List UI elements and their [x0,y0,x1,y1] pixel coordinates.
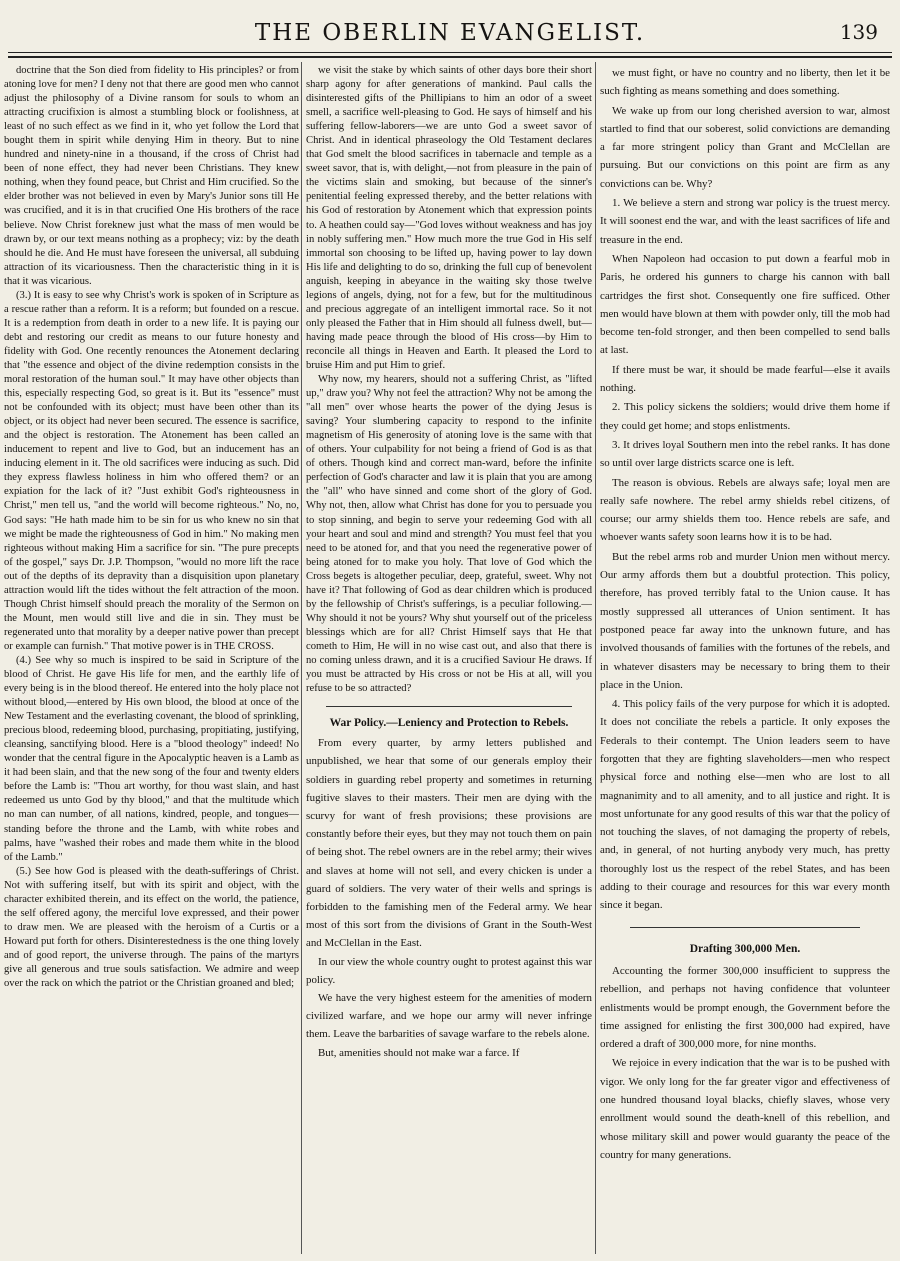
paragraph: 1. We believe a stern and strong war policy is the truest mercy. It will soonest end the war, and with the least sacrifices of life and treasure in the end. [600,197,890,246]
masthead: THE OBERLIN EVANGELIST. [254,20,646,46]
paragraph: But, amenities should not make war a farce. If [318,1046,520,1059]
paragraph: we visit the stake by which saints of other days bore their short sharp agony for after generations of mankind. Paul calls the disinterested gifts of the Phillipians to him an odor of a sweet smell, a sacrifice well-pleasing to God. He says of himself and his suffering fellow-laborers—we are unto God a sweet savor of Christ. And in identical phraseology the Old Testament declares that God smelt the blood sacrifices in tabernacle and temple as a sweet savor, that is, with delight,—not from pleasure in the pain of the victims slain and smoking, but because of the sinner's penitential feeling expressed thereby, and the better relations with his God of restoration by Atonement which that expression points to. A heathen could say—"God loves without weakness and has joy in nobly suffering men." How much more the true God in His self immortal son choosing to be lifted up, having power to lay down His life and delighting to do so, drinking the full cup of benevolent anguish, keeping in abeyance in the waiting sky those twelve legions of angels, dying, not for a few, but for the multitudinous and precious aggregate of an intelligent immortal race. So it not only pleased the Father that in Him should all fulness dwell, but—having made peace through the blood of His cross—by Him to reconcile all things in Heaven and Earth. It pleased the Lord to bruise Him and put Him to grief. [306,65,592,371]
page-number: 139 [839,20,878,44]
article-separator [326,706,572,707]
article-body [306,734,592,1062]
paragraph: 2. This policy sickens the soldiers; would drive them home if they could get home; and stops enlistments. [600,401,890,432]
paragraph: (4.) See why so much is inspired to be said in Scripture of the blood of Christ. He gave His life for men, and the earthly life of every being is in the blood thereof. He entered into the holy place not without blood,—entered by His own blood, the blood at once of the New Testament and the everlasting covenant, the blood of sprinkling, precious blood, redeeming blood, purchasing, propitiating, justifying, cleansing, sanctifying blood. Here is a "blood theology" indeed! No wonder that the central figure in the Apocalyptic heaven is a Lamb as it had been slain, and that the new song of the four and twenty elders before the Lamb is: "Thou art worthy, for thou wast slain, and hast redeemed us unto God by thy blood," and that the multitude which no man can number, of all nations, kindred, people, and tongues—standing before the throne and the Lamb, with white robes and palms, have "washed their robes and made them white in the blood of the Lamb." [4,654,299,863]
header-rule-thick [8,56,892,58]
paragraph: When Napoleon had occasion to put down a fearful mob in Paris, he ordered his gunners to charge his cannon with ball cartridges the first shot. Consequently one fire sufficed. Other men would have blown at them with powder only, till the mob had become ten-fold stronger, and then been compelled to send balls at last. [600,252,890,357]
page-header [0,0,900,60]
paragraph: Why now, my hearers, should not a suffering Christ, as "lifted up," draw you? Why not feel the attraction? Why not be among the "all men" over whose hearts the power of the dying Jesus is saving? Your slumbering capacity to respond to the infinite magnetism of His generosity of atoning love is the same with that of others. Your culpability for not being a friend of God is as that of others. Though kind and correct man-ward, before the infinite perfection of God's character and law it is plain that you are among the "all" who have sinned and come short of the glory of God. Why not, then, allow what Christ has done for you to persuade you to stop sinning, and begin to serve your redeeming God with all your heart and soul and mind and strength? You must feel that you need to be atoned for, and that you need the regenerative power of being atoned for to make you holy. That love of God which the Cross begets is altogether peculiar, deep, grateful, sweet. Why not have it? That following of God as dear children which is produced by the fellowship of Christ's sufferings, is a peculiar following.—Why should it not be yours? Why shut yourself out of the priceless blessings which are for all? Christ Himself says that He that cometh to Him, He will in no wise cast out, and also that there is no coming unless drawn, and it is a crucified Saviour He draws. If you must be attracted by His cross or not be His at all, will you refuse to be so attracted? [306,374,592,695]
paragraph: doctrine that the Son died from fidelity to His principles? or from atoning love for men? I deny not that there are good men who cannot adjust the philosophy of a Divine ransom for souls to whom an attracting crucifixion is almost a stumbling block or foolishness, at least of no such effect as we find in it, who yet follow the Lord that bought them in spirit while denying Him in theory. But to nine hundred and ninety-nine in a thousand, if the cross of Christ had been of none effect, they had never been Christians. They knew nothing, when they found peace, but Christ and Him crucified. So the elder brother was not believed in even by Mary's Junior sons till He was crucified, and it is in that crucified One His brothers of the race believe. Now Christ foreknew just what the mass of men would be drawn by, or our text means nothing as a prophecy; viz: by the death should he die. And He must have foreseen the universal, all subduing attraction of its vicariousness. Then the characteristic thing in it is that it was vicarious. [4,65,299,287]
paragraph: In our view the whole country ought to protest against this war policy. [306,955,592,986]
column-1 [4,64,299,1256]
article-separator [630,927,860,928]
paragraph: (5.) See how God is pleased with the death-sufferings of Christ. Not with suffering itself, but with its spirit and object, with the character exhibited therein, and its effect on the world, the patience, the self offered agony, the merciful love expressed, and their power to draw men. We are pleased with the heroism of a Curtis or a Howard put forth for others. Disinterestedness is the one thing lovely and of good report, the universe through. The pains of the martyrs give all generous and true souls satisfaction. We admire and weep over the rack on which the patriot or the Christian groaned and bled; [4,865,299,990]
column-divider [301,62,302,1254]
paragraph: We rejoice in every indication that the war is to be pushed with vigor. We only long for the far greater vigor and effectiveness of one hundred thousand loyal blacks, chiefly slaves, whose very enrollment would sound the death-knell of this rebellion, and whose military skill and power would guaranty the peace of the country for many generations. [600,1057,890,1161]
article-headline: War Policy.—Leniency and Protection to Rebels. [329,717,569,730]
paragraph: We have the very highest esteem for the amenities of modern civilized warfare, and we hope our army will never infringe them. Leave the barbarities of savage warfare to the rebels alone. [306,992,592,1041]
column-3 [600,64,890,1256]
article-headline: Drafting 300,000 Men. [689,942,801,955]
column-2 [306,64,592,1256]
column-divider [595,62,596,1254]
paragraph: But the rebel arms rob and murder Union men without mercy. Our army affords them but a doubtful protection. This policy, therefore, has proved terribly fatal to the Union cause. It has mostly suppressed all utterances of Union sentiment. It has postponed peace far away into the unknown future, and has involved thousands of families with the fortunes of the rebels, and in whatever disasters may be necessary to bring them to their place in the Union. [600,550,890,691]
header-rule [8,52,892,53]
paragraph: The reason is obvious. Rebels are always safe; loyal men are really safe nowhere. The rebel army shields rebel citizens, of course; our army shields them too. Hence rebels are safe, and whoever wants safety soon learns how it is to be had. [600,476,890,544]
paragraph: we must fight, or have no country and no liberty, then let it be such fighting as means something and does something. [600,67,890,98]
paragraph: 3. It drives loyal Southern men into the rebel ranks. It has done so until over large districts scarce one is left. [600,438,890,470]
paragraph: From every quarter, by army letters published and unpublished, we hear that some of our generals employ their soldiers in guarding rebel property and sometimes in returning fugitive slaves to their masters. Their men are dying with the scurvy for want of fresh provisions; these provisions are constantly before their eyes, but they may not touch them on pain of being shot. The rebel owners are in the rebel army; their wives and slaves at home will not sell, and every chicken is under a guard of soldiers. The very water of their wells and springs is forbidden to the famishing men of the Federal army. We hear most of this sort from the divisions of Grant in the South-West and McClellan in the East. [306,737,592,950]
paragraph: (3.) It is easy to see why Christ's work is spoken of in Scripture as a rescue rather than a reform. It is a reform; but founded on a rescue. It is a redemption from death in order to a new life. It is paying our debt and restoring our credit as means to our future honesty and fidelity with God. One recently renounces the Atonement declaring that "the essence and object of the divine redemption consists in the moral restoration of the human soul." It may have other objects than this, especially respecting God, so great is it. But its "essence" must not be confounded with its object; must have been other than its object, or its object had never been secured. The essence is sacrifice, and the object is restoration. The Atonement has been called an inducement to repent and live to God, but an inducement has an inducing element in it. The old sacrifices were inducing as such. Did they express flawless holiness in him who offered them? or an expiation for the lack of it? "Just exhibit God's righteousness in Christ," men tell us, "and the world will become righteous." No, no, God says: "He hath made him to be sin for us who knew no sin that we might be made the righteousness of God in him." No making men righteous without making Him a sacrifice for sin. "The pure precepts of the gospel," says Dr. J.P. Thompson, "would no more lift the race out of the depths of its depravity than a disquisition upon planetary attraction would lift the tides without the felt attraction of the moon. Though Christ himself should preach the morality of the Sermon on the Mount, men would still live and die in sin. They must be regenerated unto that morality by a deeper native power than precept or example can furnish." That motive power is in THE CROSS. [4,289,299,652]
paragraph: We wake up from our long cherished aversion to war, almost startled to find that our soberest, solid convictions are demanding a far more stringent policy than Grant and McClellan are pursuing. But our convictions on this point are firm as any convictions can be. Why? [600,104,890,190]
paragraph: 4. This policy fails of the very purpose for which it is adopted. It does not conciliate the rebels a particle. It only exposes the Federals to their contempt. The Union leaders seem to have forgotten that they are fighting slaveholders—men who respect physical force and nothing else—men who are lost to all magnanimity and to all amenity, and to all justice and right. It is most unfortunate for any good results of this war that the policy of not touching the slaves, of not damaging the property of rebels, and, in general, of not hurting anybody very much, has pretty thoroughly lost us the respect of the rebel States, and has been adding to their courage and resources for this war every month since it began. [600,698,890,912]
paragraph: If there must be war, it should be made fearful—else it avails nothing. [600,363,890,395]
paragraph: Accounting the former 300,000 insufficient to suppress the rebellion, and perhaps not having confidence that volunteer enlistments would be prompt enough, the Government before the time assigned for enlisting the first 300,000 had expired, have ordered a draft of 300,000 more, for nine months. [600,964,890,1051]
